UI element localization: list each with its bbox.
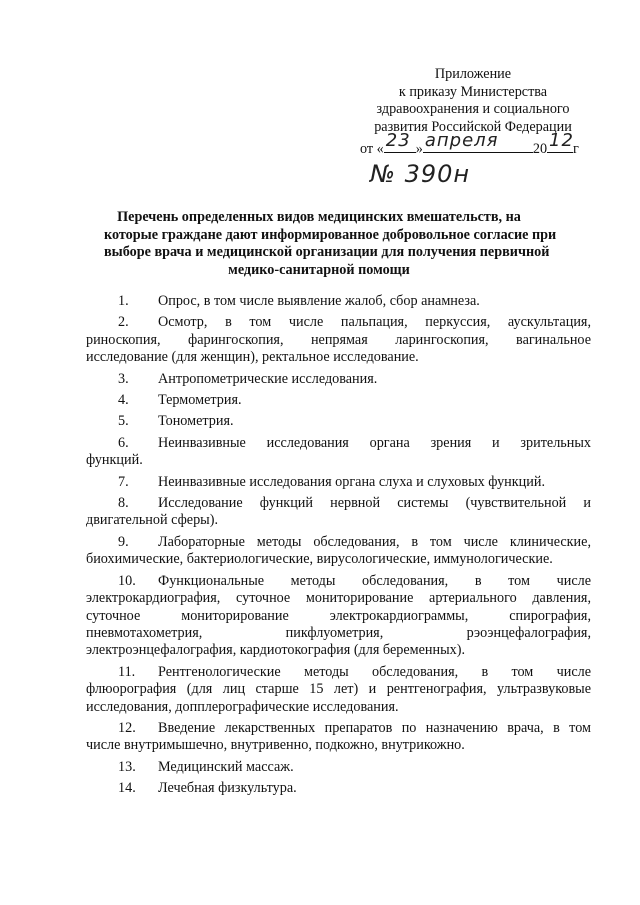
appendix-line: здравоохранения и социального <box>376 101 570 117</box>
item-text: Тонометрия. <box>158 413 234 430</box>
title-line: медико-санитарной помощи <box>228 261 410 278</box>
order-date <box>360 130 610 158</box>
item-number: 8. <box>118 495 129 512</box>
item-number: 4. <box>118 392 129 409</box>
list-item <box>86 534 591 569</box>
item-first-row <box>86 435 591 452</box>
item-number: 13. <box>118 758 136 775</box>
item-text: Функциональные методы обследования, в том числе <box>158 572 591 589</box>
item-number: 3. <box>118 370 129 387</box>
item-text-row: исследования, допплерографические исследования. <box>86 698 399 715</box>
date-mid: » <box>415 141 423 157</box>
item-first-row <box>86 664 591 681</box>
item-text: Неинвазивные исследования органа слуха и слуховых функций. <box>158 473 545 490</box>
item-text-row: исследование (для женщин), ректальное исследование. <box>86 349 419 366</box>
date-day-field <box>384 130 416 153</box>
item-first-row <box>86 720 591 737</box>
date-suffix: г <box>573 141 579 157</box>
list-item <box>86 573 591 660</box>
item-first-row <box>86 780 591 797</box>
item-first-row <box>86 474 591 491</box>
date-month-field <box>423 130 533 153</box>
list-item <box>86 293 591 310</box>
item-number: 11. <box>118 663 136 680</box>
date-prefix: от « <box>360 141 384 157</box>
appendix-header <box>338 66 608 136</box>
appendix-line: к приказу Министерства <box>398 83 548 100</box>
list-item <box>86 495 591 530</box>
item-first-row <box>86 371 591 388</box>
list-item <box>86 474 591 491</box>
item-text-row: электрокардиография, суточное мониторирование артериального давления, <box>86 590 591 607</box>
item-text: Неинвазивные исследования органа зрения и зрительных <box>158 434 591 451</box>
item-text-row: числе внутримышечно, внутривенно, подкожно, внутрикожно. <box>86 737 465 754</box>
order-number-handwritten: № 390н <box>370 160 471 188</box>
item-text-row: флюорография (для лиц старше 15 лет) и рентгенография, ультразвуковые <box>86 681 591 698</box>
item-number: 14. <box>118 780 136 797</box>
item-text: Исследование функций нервной системы (чувствительной и <box>158 495 591 512</box>
item-text-row: суточное мониторирование электрокардиограммы, спирография, <box>86 607 591 624</box>
item-first-row <box>86 314 591 331</box>
list-item <box>86 314 591 366</box>
list-item <box>86 759 591 776</box>
item-text-row: двигательной сферы). <box>86 512 218 529</box>
item-number: 9. <box>118 533 129 550</box>
list-item <box>86 720 591 755</box>
list-item <box>86 664 591 716</box>
item-text: Медицинский массаж. <box>158 758 294 775</box>
item-number: 6. <box>118 434 129 451</box>
title-line: которые граждане дают информированное добровольное согласие при <box>104 226 557 243</box>
item-text: Лабораторные методы обследования, в том числе клинические, <box>158 533 591 550</box>
item-number: 2. <box>118 314 129 331</box>
list-item <box>86 392 591 409</box>
interventions-list <box>86 293 591 802</box>
document-title <box>104 209 557 279</box>
title-line: выборе врача и медицинской организации для получения первичной <box>104 244 550 260</box>
item-text: Термометрия. <box>158 392 242 409</box>
item-number: 12. <box>118 719 136 736</box>
item-text: Осмотр, в том числе пальпация, перкуссия, аускультация, <box>158 314 591 331</box>
item-first-row <box>86 392 591 409</box>
item-text-row: биохимические, бактериологические, вирусологические, иммунологические. <box>86 551 553 568</box>
date-month-handwritten: апреля <box>424 130 499 151</box>
item-number: 10. <box>118 572 136 589</box>
list-item <box>86 780 591 797</box>
appendix-line: развития Российской Федерации <box>374 118 572 135</box>
item-text: Введение лекарственных препаратов по назначению врача, в том <box>158 719 591 736</box>
item-first-row <box>86 759 591 776</box>
appendix-line: Приложение <box>434 66 512 82</box>
item-text: Рентгенологические методы обследования, в том числе <box>158 663 591 680</box>
item-text: Лечебная физкультура. <box>158 780 297 797</box>
item-text: Антропометрические исследования. <box>158 370 378 387</box>
item-first-row <box>86 495 591 512</box>
date-year-prefix: 20 <box>532 141 548 157</box>
item-text-row: риноскопия, фарингоскопия, непрямая ларингоскопия, вагинальное <box>86 331 591 348</box>
date-year-handwritten: 12 <box>549 130 574 151</box>
item-number: 5. <box>118 413 129 430</box>
date-day-handwritten: 23 <box>385 130 411 151</box>
item-number: 7. <box>118 473 129 490</box>
list-item <box>86 435 591 470</box>
item-text: Опрос, в том числе выявление жалоб, сбор анамнеза. <box>158 293 480 309</box>
item-first-row <box>86 413 591 430</box>
list-item <box>86 413 591 430</box>
date-year-field <box>547 130 574 153</box>
title-line: Перечень определенных видов медицинских вмешательств, на <box>117 209 521 225</box>
item-first-row <box>86 534 591 551</box>
item-first-row <box>86 293 591 310</box>
list-item <box>86 371 591 388</box>
item-text-row: пневмотахометрия, пикфлуометрия, рэоэнцефалография, <box>86 624 591 641</box>
item-text-row: электроэнцефалография, кардиотокография (для беременных). <box>86 642 466 659</box>
item-text-row: функций. <box>86 452 143 469</box>
item-number: 1. <box>118 293 129 309</box>
item-first-row <box>86 573 591 590</box>
